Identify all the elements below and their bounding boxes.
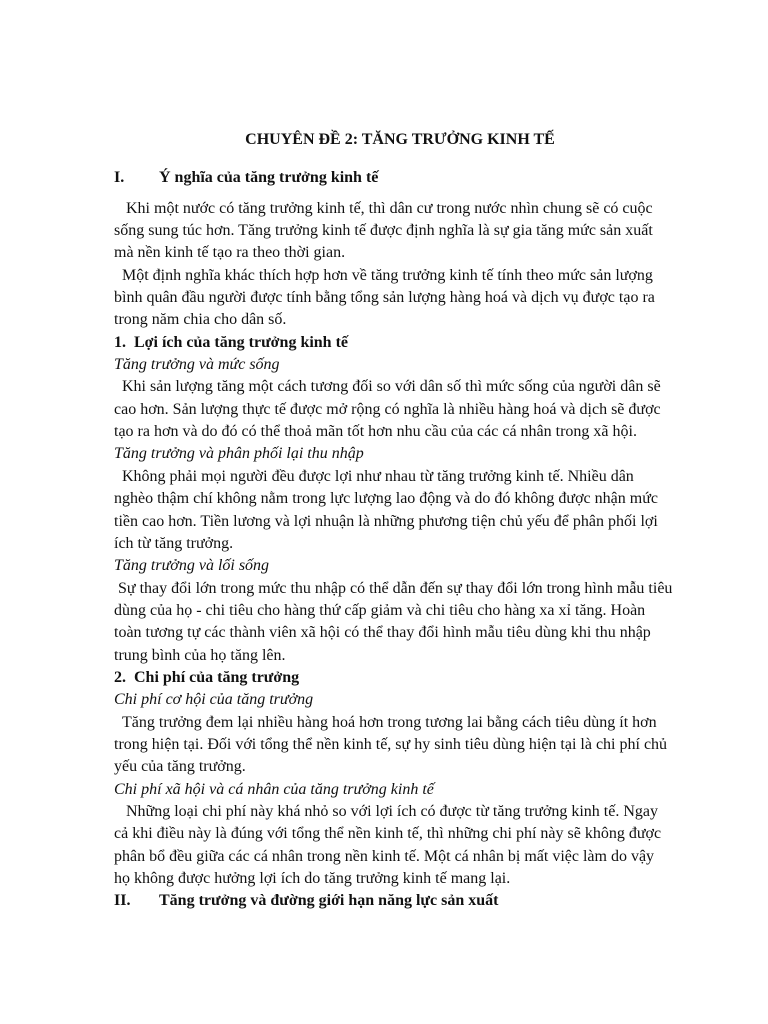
opportunity-cost-text: Tăng trưởng đem lại nhiều hàng hoá hơn trong tương lai bằng cách tiêu dùng ít hơn trong hiện tại. Đối với tổng thể nền kinh tế, sự hy sinh tiêu dùng hiện tại là chi phí chủ yếu của tăng trưởng.: [114, 713, 672, 776]
redistribution-text: Không phải mọi người đều được lợi như nhau từ tăng trưởng kinh tế. Nhiều dân nghèo thậm chí không nằm trong lực lượng lao động và do đó không được nhận mức tiền cao hơn. Tiền lương và lợi nhuận là những phương tiện chủ yếu để phân phối lợi ích từ tăng trưởng.: [114, 467, 662, 552]
living-standard-text: Khi sản lượng tăng một cách tương đối so với dân số thì mức sống của người dân sẽ cao hơn. Sản lượng thực tế được mở rộng có nghĩa là nhiều hàng hoá và dịch sẽ được tạo ra hơn và do đó có thể thoả mãn tốt hơn nhu cầu của các cá nhân trong xã hội.: [114, 378, 665, 441]
social-cost-title: Chi phí xã hội và cá nhân của tăng trưởng kinh tế: [114, 780, 434, 798]
section-2-heading: [114, 890, 674, 912]
lifestyle-title: Tăng trưởng và lối sống: [114, 557, 270, 575]
section-1-number: I.: [114, 169, 125, 187]
section-2-number: II.: [114, 892, 131, 910]
section-1-title: Ý nghĩa của tăng trưởng kinh tế: [159, 169, 379, 187]
subsection-1-number: 1.: [114, 333, 126, 351]
document-body: [114, 129, 677, 921]
subsection-2-title: Chi phí của tăng trưởng: [134, 668, 300, 686]
section-1-heading: [114, 167, 674, 189]
subsection-1-heading: [114, 332, 674, 354]
subsection-1-title: Lợi ích của tăng trưởng kinh tế: [134, 333, 349, 351]
redistribution-title: Tăng trưởng và phân phối lại thu nhập: [114, 445, 364, 463]
social-cost-text: Những loại chi phí này khá nhỏ so với lợi ích có được từ tăng trưởng kinh tế. Ngay cả khi điều này là đúng với tổng thể nền kinh tế, thì những chi phí này sẽ không được phân bổ đều giữa các cá nhân trong nền kinh tế. Một cá nhân bị mất việc làm do vậy họ không được hưởng lợi ích do tăng trưởng kinh tế mang lại.: [114, 802, 666, 887]
opportunity-cost-title: Chi phí cơ hội của tăng trưởng: [114, 691, 314, 709]
intro-paragraph-1: Khi một nước có tăng trưởng kinh tế, thì dân cư trong nước nhìn chung sẽ có cuộc sống sung túc hơn. Tăng trưởng kinh tế được định nghĩa là sự gia tăng mức sản xuất mà nền kinh tế tạo ra theo thời gian.: [114, 199, 657, 262]
intro-paragraph-2: Một định nghĩa khác thích hợp hơn về tăng trưởng kinh tế tính theo mức sản lượng bình quân đầu người được tính bằng tổng sản lượng hàng hoá và dịch vụ được tạo ra trong năm chia cho dân số.: [114, 266, 659, 329]
section-2-title: Tăng trưởng và đường giới hạn năng lực sản xuất: [159, 892, 499, 910]
subsection-2-number: 2.: [114, 668, 126, 686]
subsection-2-heading: [114, 667, 674, 689]
lifestyle-text: Sự thay đổi lớn trong mức thu nhập có thể dẫn đến sự thay đổi lớn trong hình mẫu tiêu dùng của họ - chi tiêu cho hàng thứ cấp giảm và chi tiêu cho hàng xa xỉ tăng. Hoàn toàn tương tự các thành viên xã hội có thể thay đổi hình mẫu tiêu dùng khi thu nhập trung bình của họ tăng lên.: [114, 579, 677, 664]
living-standard-title: Tăng trưởng và mức sống: [114, 356, 280, 374]
document-title: CHUYÊN ĐỀ 2: TĂNG TRƯỞNG KINH TẾ: [245, 131, 555, 148]
